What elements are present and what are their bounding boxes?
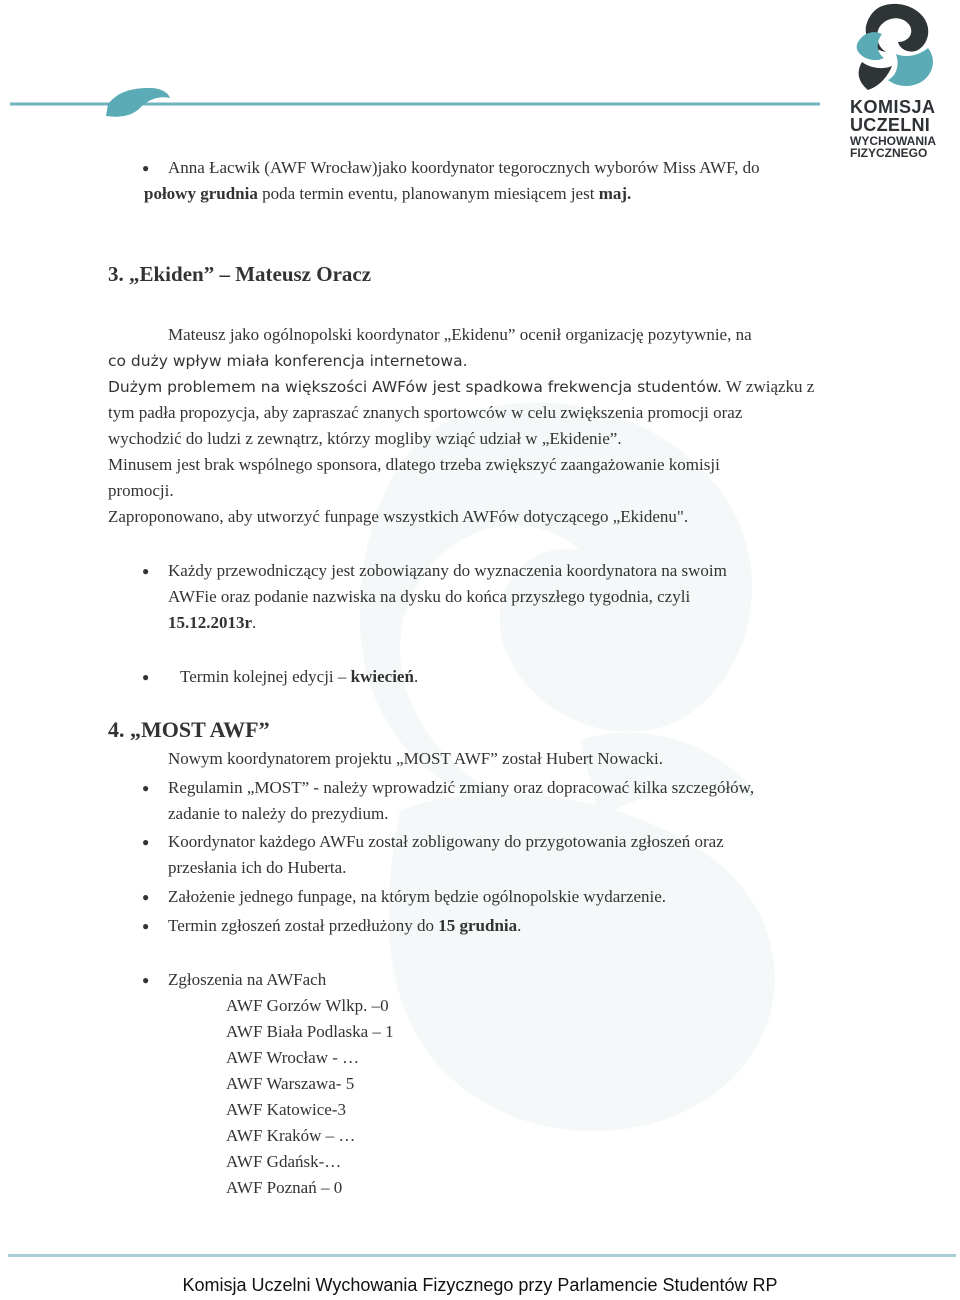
logo-line-3: WYCHOWANIA bbox=[850, 134, 936, 148]
hands-logo-icon bbox=[848, 2, 940, 96]
registration-item: AWF Kraków – … bbox=[226, 1126, 356, 1145]
bullet-icon: ● bbox=[142, 161, 150, 175]
intro-line-2 bbox=[144, 181, 631, 207]
intro-bold-half-december: połowy grudnia bbox=[144, 184, 258, 203]
footer-text: Komisja Uczelni Wychowania Fizycznego przy Parlamencie Studentów RP bbox=[182, 1275, 778, 1295]
logo bbox=[838, 0, 960, 170]
section-4-bullet-3: Założenie jednego funpage, na którym będzie ogólnopolskie wydarzenie. bbox=[168, 887, 667, 906]
footer-divider bbox=[8, 1254, 956, 1257]
logo-line-4: FIZYCZNEGO bbox=[850, 146, 928, 160]
section-3-bullet-2 bbox=[180, 664, 418, 690]
intro-bold-may: maj. bbox=[598, 184, 632, 203]
period: . bbox=[413, 667, 419, 686]
deadline-label: Termin zgłoszeń został przedłużony do bbox=[168, 916, 439, 935]
registration-item: AWF Gorzów Wlkp. –0 bbox=[226, 996, 389, 1015]
bullet-icon: ● bbox=[142, 835, 150, 849]
bullet-icon: ● bbox=[142, 919, 150, 933]
section-3-line-2: co duży wpływ miała konferencja internetowa. bbox=[108, 352, 468, 370]
section-3-bullet-1-line-3 bbox=[168, 610, 256, 636]
header-swoosh-line bbox=[0, 0, 960, 130]
logo-text bbox=[850, 98, 960, 159]
deadline-date: 15.12.2013r bbox=[168, 613, 253, 632]
section-3-line-8: Zaproponowano, aby utworzyć funpage wszystkich AWFów dotyczącego „Ekidenu". bbox=[108, 507, 689, 526]
section-3-line-7: promocji. bbox=[108, 481, 174, 500]
intro-mid: poda termin eventu, planowanym miesiącem jest bbox=[257, 184, 599, 203]
section-4-bullet-2-line-2: przesłania ich do Huberta. bbox=[168, 858, 347, 877]
section-3-line-3 bbox=[108, 374, 814, 400]
bullet-icon: ● bbox=[142, 670, 150, 684]
logo-line-1: KOMISJA bbox=[850, 97, 936, 117]
section-3-line-5: wychodzić do ludzi z zewnątrz, którzy mogliby wziąć udział w „Ekidenie”. bbox=[108, 429, 622, 448]
logo-line-2: UCZELNI bbox=[850, 115, 931, 135]
intro-line-1: Anna Łacwik (AWF Wrocław)jako koordynator tegorocznych wyborów Miss AWF, do bbox=[168, 158, 760, 177]
section-4-bullet-2-line-1: Koordynator każdego AWFu został zobligowany do przygotowania zgłoszeń oraz bbox=[168, 832, 724, 851]
period: . bbox=[252, 613, 257, 632]
registration-item: AWF Biała Podlaska – 1 bbox=[226, 1022, 394, 1041]
section-4-bullet-4 bbox=[168, 913, 521, 939]
registration-item: AWF Poznań – 0 bbox=[226, 1178, 343, 1197]
bullet-icon: ● bbox=[142, 890, 150, 904]
section-4-heading: 4. „MOST AWF” bbox=[108, 717, 270, 742]
section-3-bullet-1-line-1: Każdy przewodniczący jest zobowiązany do wyznaczenia koordynatora na swoim bbox=[168, 561, 727, 580]
registrations-title: Zgłoszenia na AWFach bbox=[168, 970, 327, 989]
section-4-bullet-1-line-2: zadanie to należy do prezydium. bbox=[168, 804, 389, 823]
section-3-line-4: tym padła propozycja, aby zapraszać znanych sportowców w celu zwiększenia promocji oraz bbox=[108, 403, 743, 422]
section-3-heading: 3. „Ekiden” – Mateusz Oracz bbox=[108, 262, 372, 286]
registration-item: AWF Warszawa- 5 bbox=[226, 1074, 355, 1093]
section-3-line-3b: W związku z bbox=[721, 377, 815, 396]
registration-item: AWF Wrocław - … bbox=[226, 1048, 360, 1067]
bullet-icon: ● bbox=[142, 973, 150, 987]
section-4-intro: Nowym koordynatorem projektu „MOST AWF” został Hubert Nowacki. bbox=[168, 749, 664, 768]
next-edition-label: Termin kolejnej edycji – bbox=[180, 667, 351, 686]
deadline-bold: 15 grudnia bbox=[438, 916, 518, 935]
registration-item: AWF Gdańsk-… bbox=[226, 1152, 342, 1171]
registration-item: AWF Katowice-3 bbox=[226, 1100, 346, 1119]
next-edition-month: kwiecień bbox=[350, 667, 414, 686]
period: . bbox=[517, 916, 522, 935]
bullet-icon: ● bbox=[142, 781, 150, 795]
section-3-line-6: Minusem jest brak wspólnego sponsora, dlatego trzeba zwiększyć zaangażowanie komisji bbox=[108, 455, 720, 474]
section-3-line-1: Mateusz jako ogólnopolski koordynator „Ekidenu” ocenił organizację pozytywnie, na bbox=[168, 325, 752, 344]
section-4-bullet-1-line-1: Regulamin „MOST” - należy wprowadzić zmiany oraz dopracować kilka szczegółów, bbox=[168, 778, 755, 797]
bullet-icon: ● bbox=[142, 564, 150, 578]
section-3-bullet-1-line-2: AWFie oraz podanie nazwiska na dysku do końca przyszłego tygodnia, czyli bbox=[168, 587, 691, 606]
section-3-line-3a: Dużym problemem na większości AWFów jest spadkowa frekwencja studentów. bbox=[108, 378, 722, 396]
